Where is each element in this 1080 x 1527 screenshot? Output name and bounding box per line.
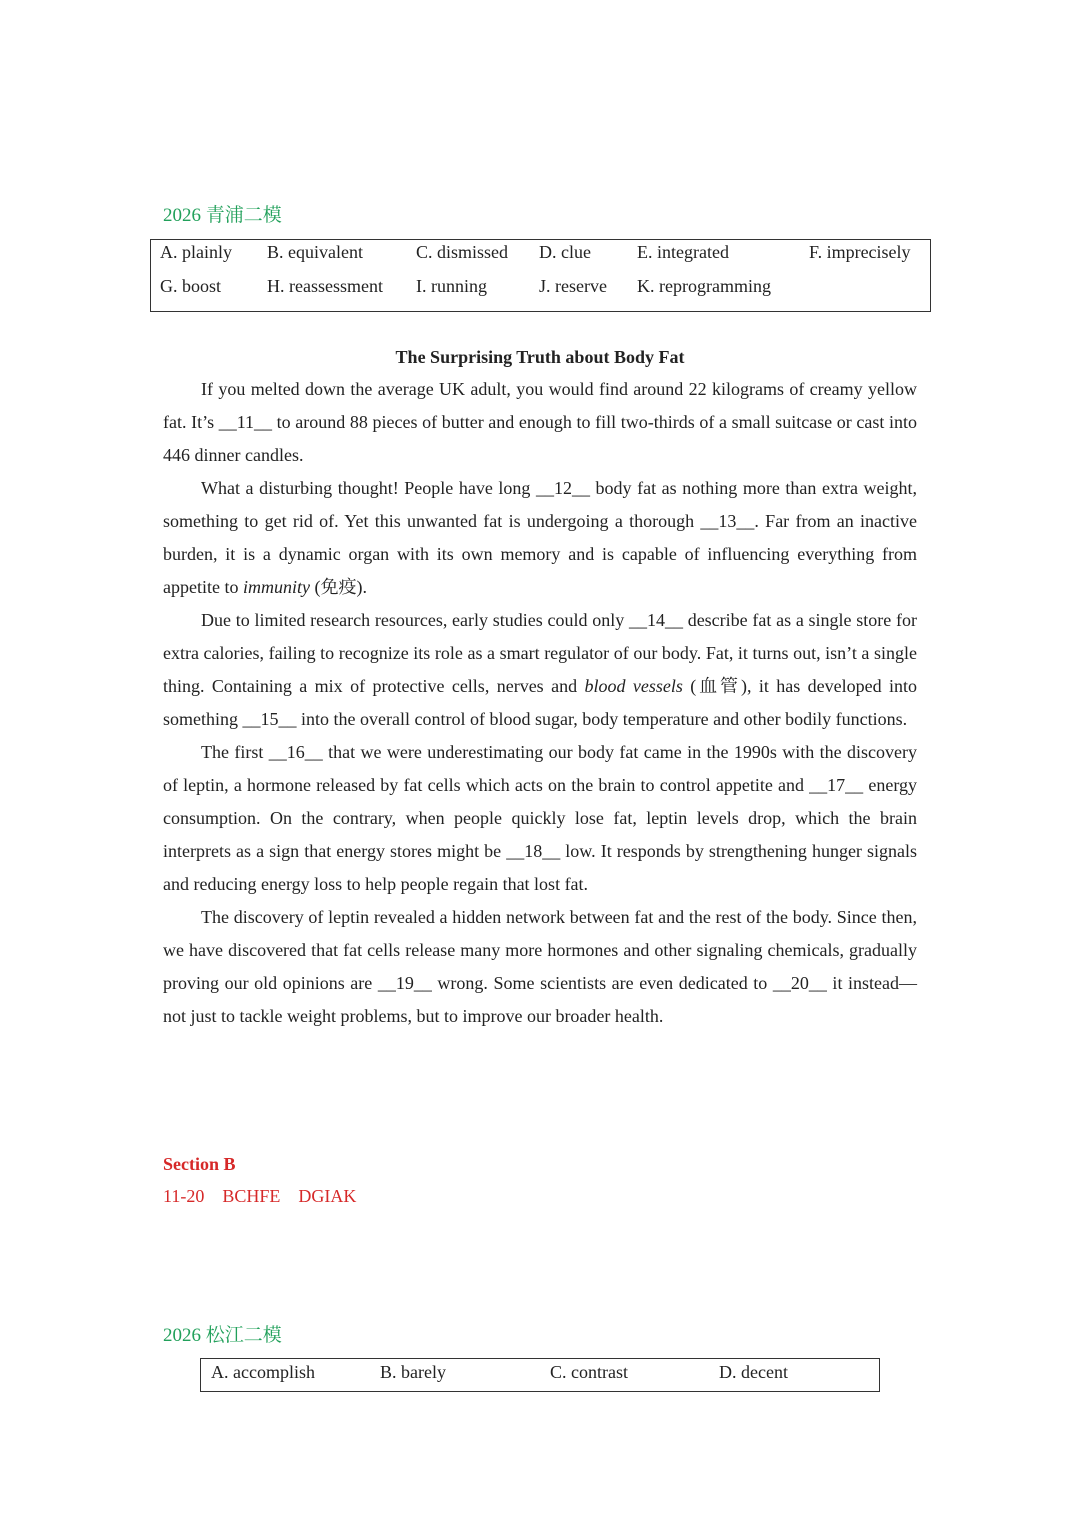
word-bank-box xyxy=(150,239,931,312)
word-option-f: F. imprecisely xyxy=(809,242,911,262)
word-option-e: E. integrated xyxy=(637,242,729,262)
word-option-d: D. clue xyxy=(539,242,591,262)
word-option-j: J. reserve xyxy=(539,276,607,296)
word-option-b: B. equivalent xyxy=(267,242,363,262)
word-option-k: K. reprogramming xyxy=(637,276,771,296)
answer-section xyxy=(163,1150,374,1214)
paragraph-4: The first __16__ that we were underestimating our body fat came in the 1990s with the discovery of leptin, a hormone released by fat cells which acts on the brain to control appetite and __17__ energy consumption. On the contrary, when people quickly lose fat, leptin levels drop, which the brain interprets as a sign that energy stores might be __18__ low. It responds by strengthening hunger signals and reducing energy loss to help people regain that lost fat. xyxy=(163,742,917,894)
paragraph-3-tail: (血管), it has developed into something __15__ into the overall control of blood sugar, body temperature and other bodily functions. xyxy=(163,676,918,729)
term-immunity: immunity xyxy=(242,577,310,597)
paragraph-3 xyxy=(163,604,917,736)
word-option-b: B. barely xyxy=(380,1362,446,1382)
paragraph-3-text: Due to limited research resources, early studies could only __14__ describe fat as a single store for extra calories, failing to recognize its role as a smart regulator of our body. Fat, it turns out, isn’t a single thing. Containing a mix of protective cells, nerves and xyxy=(163,610,917,696)
word-option-d: D. decent xyxy=(719,1362,788,1382)
section-heading-qingpu: 2026 青浦二模 xyxy=(163,205,282,226)
answer-range: 11-20 xyxy=(163,1186,205,1206)
passage-body xyxy=(163,373,917,1033)
paragraph-2-tail: (免疫). xyxy=(309,577,367,597)
section-heading-songjiang: 2026 松江二模 xyxy=(163,1325,282,1346)
paragraph-2 xyxy=(163,472,917,604)
word-bank-box-2 xyxy=(200,1358,880,1392)
answer-group-1: BCHFE xyxy=(222,1186,281,1206)
word-option-i: I. running xyxy=(416,276,487,296)
word-option-c: C. contrast xyxy=(550,1362,628,1382)
word-option-h: H. reassessment xyxy=(267,276,383,296)
paragraph-5: The discovery of leptin revealed a hidden network between fat and the rest of the body. Since then, we have discovered that fat cells release many more hormones and other signaling chemicals, gradually proving our old opinions are __19__ wrong. Some scientists are even dedicated to __20__ it instead—not just to tackle weight problems, but to improve our broader health. xyxy=(163,907,917,1026)
paragraph-1: If you melted down the average UK adult, you would find around 22 kilograms of creamy yellow fat. It’s __11__ to around 88 pieces of butter and enough to fill two-thirds of a small suitcase or cast into 446 dinner candles. xyxy=(163,379,917,465)
answer-group-2: DGIAK xyxy=(298,1186,357,1206)
word-option-g: G. boost xyxy=(160,276,222,296)
paragraph-2-text: What a disturbing thought! People have long __12__ body fat as nothing more than extra weight, something to get rid of. Yet this unwanted fat is undergoing a thorough __13__. Far from an inactive burden, it is a dynamic organ with its own memory and is capable of influencing everything from appetite to xyxy=(163,478,917,597)
word-bank-row xyxy=(151,237,930,267)
word-bank-row xyxy=(151,271,930,301)
word-option-a: A. accomplish xyxy=(211,1362,315,1382)
term-blood-vessels: blood vessels xyxy=(584,676,683,696)
answer-key xyxy=(163,1178,374,1214)
answer-section-title: Section B xyxy=(163,1154,236,1174)
word-option-c: C. dismissed xyxy=(416,242,509,262)
word-option-a: A. plainly xyxy=(160,242,232,262)
passage-title: The Surprising Truth about Body Fat xyxy=(395,347,685,367)
word-bank-row xyxy=(201,1357,879,1387)
